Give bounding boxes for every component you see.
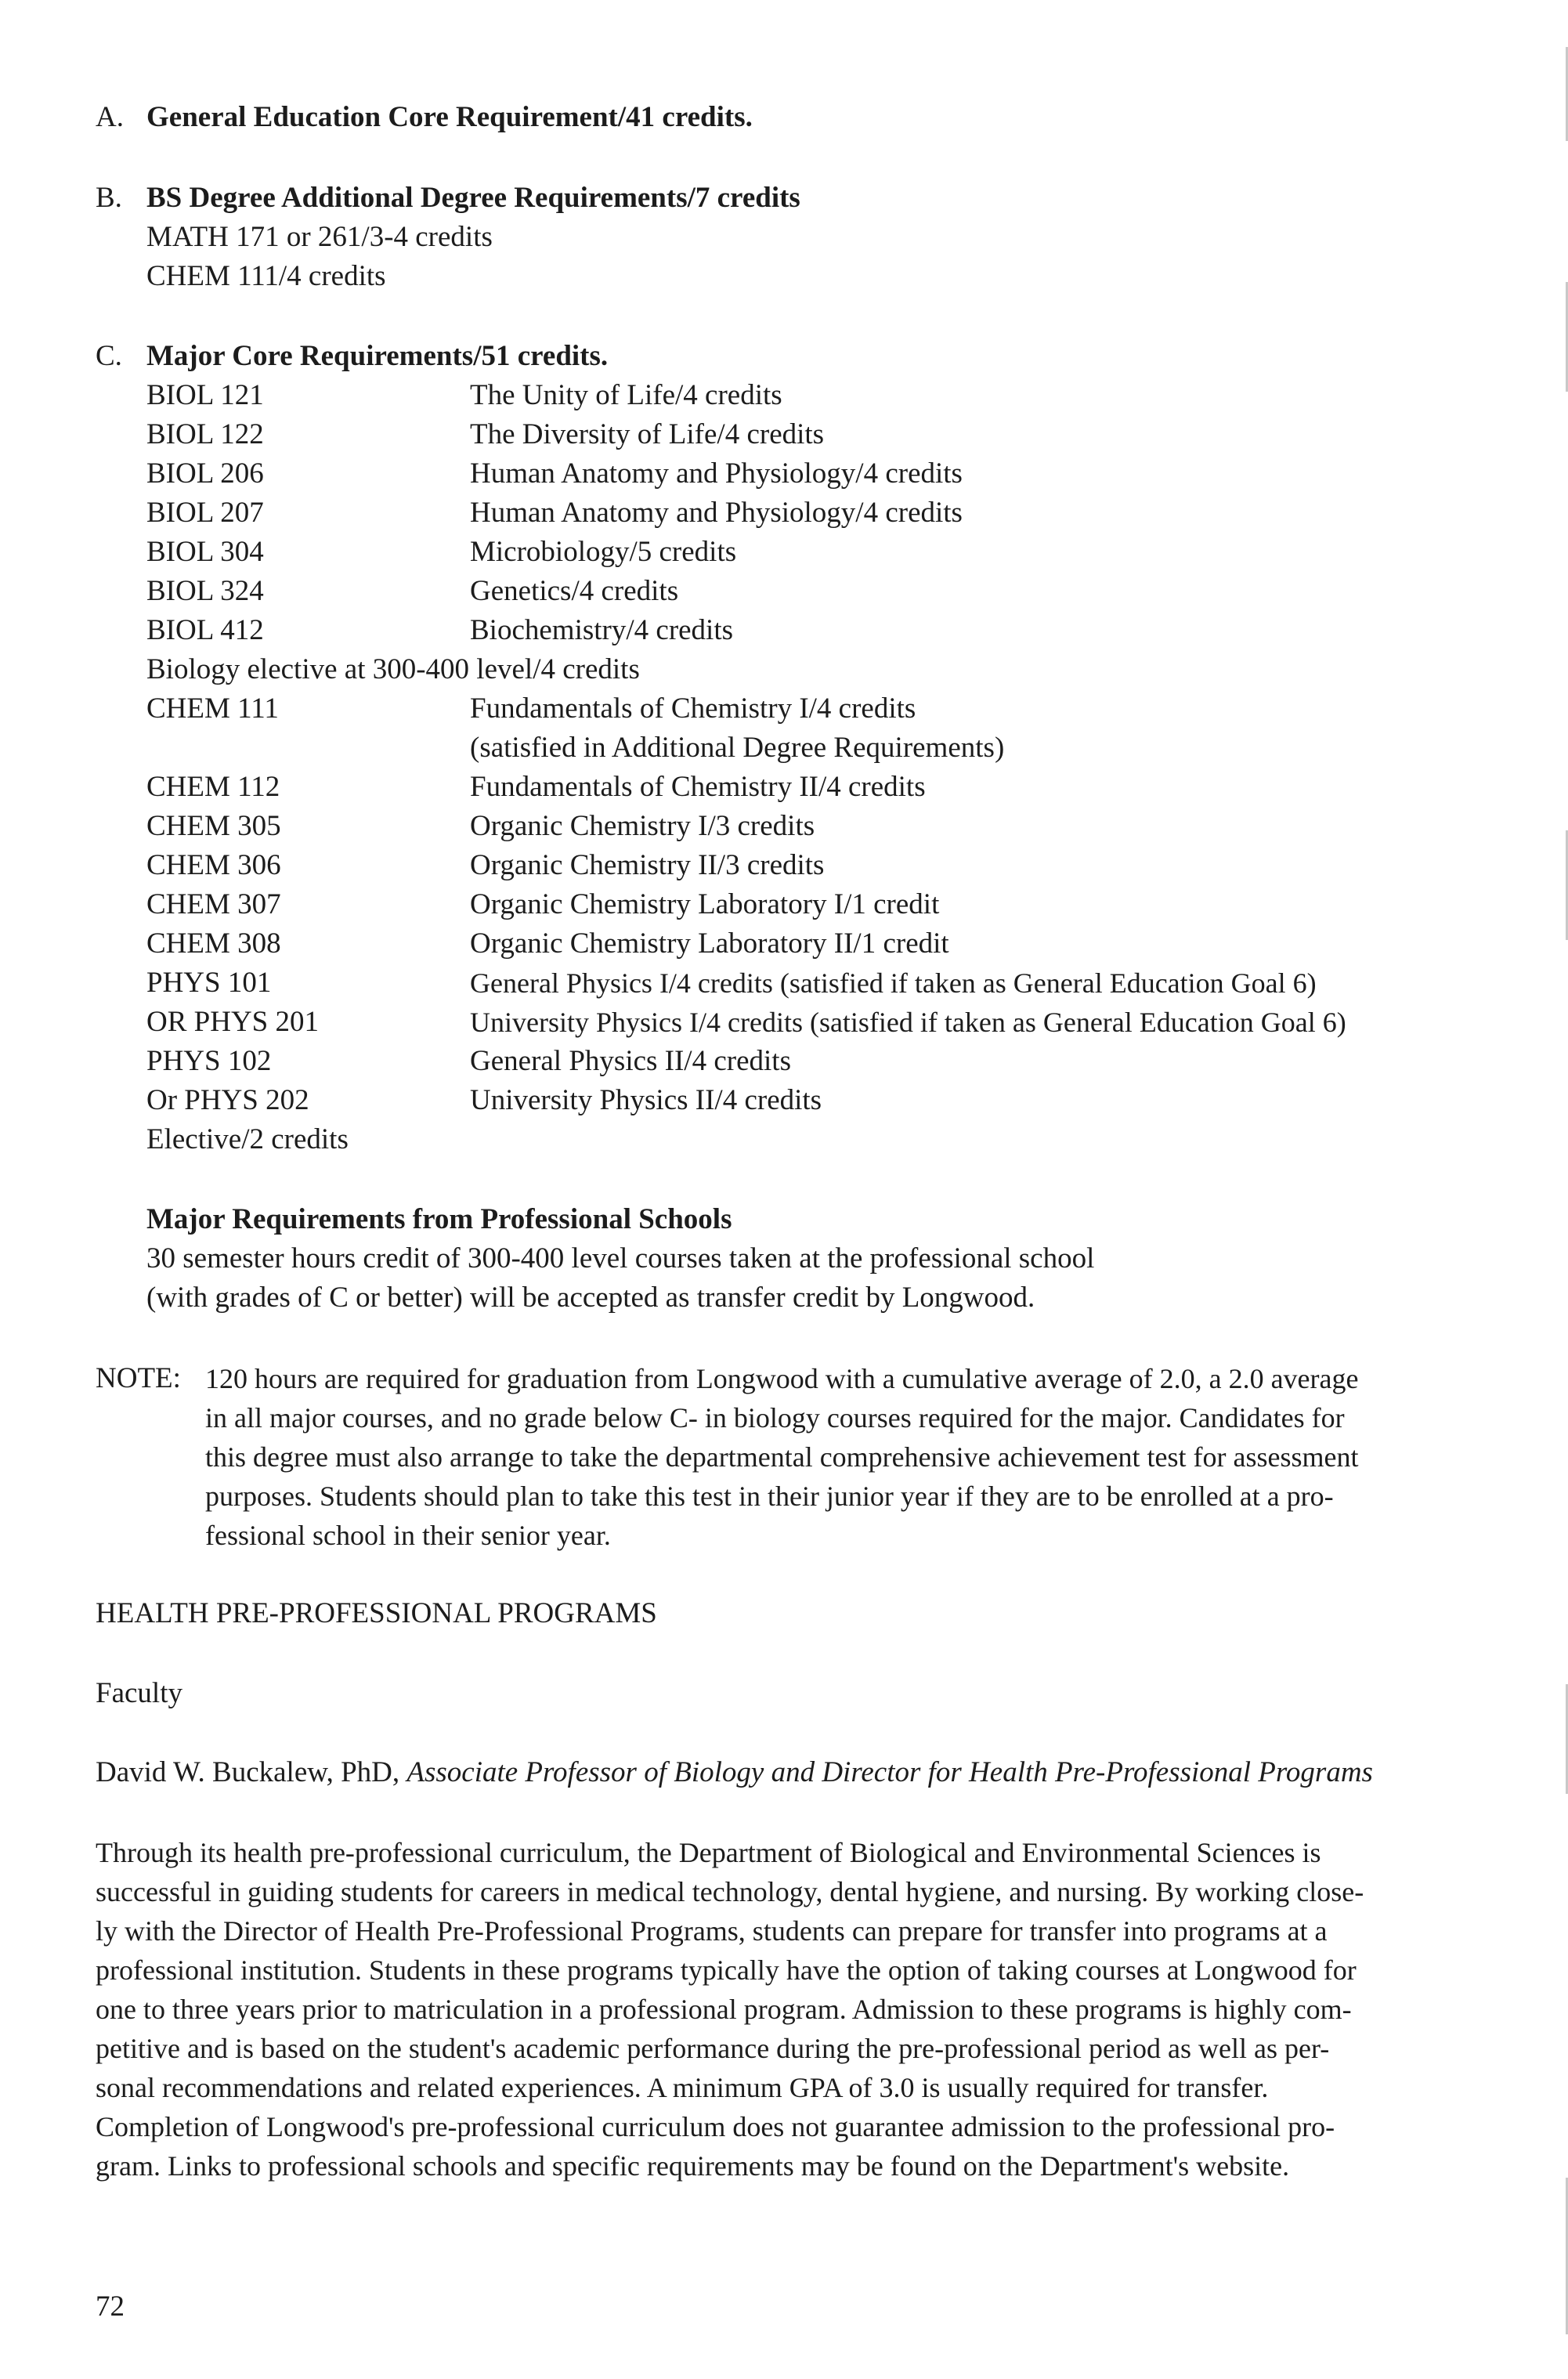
course-desc: Fundamentals of Chemistry I/4 credits <box>470 692 916 725</box>
course-code: Biology elective at 300-400 level/4 credits <box>146 653 640 685</box>
course-desc: Biochemistry/4 credits <box>470 614 734 646</box>
course-code: BIOL 304 <box>146 536 264 568</box>
section-b-line: CHEM 111/4 credits <box>146 260 386 292</box>
course-desc: Fundamentals of Chemistry II/4 credits <box>470 771 926 803</box>
course-desc: The Unity of Life/4 credits <box>470 379 782 411</box>
paragraph-line: one to three years prior to matriculation in a professional program. Admission to these programs is highly com- <box>96 1994 1352 2025</box>
course-desc: Genetics/4 credits <box>470 575 679 607</box>
paragraph-line: successful in guiding students for careers in medical technology, dental hygiene, and nursing. By working close- <box>96 1876 1364 1907</box>
course-code: PHYS 102 <box>146 1045 272 1077</box>
course-desc: Organic Chemistry II/3 credits <box>470 849 825 881</box>
course-code: CHEM 112 <box>146 771 280 803</box>
note-line: this degree must also arrange to take the departmental comprehensive achievement test for assessment <box>205 1441 1359 1473</box>
course-code: BIOL 412 <box>146 614 264 646</box>
note-line: 120 hours are required for graduation from Longwood with a cumulative average of 2.0, a 2.0 average <box>205 1363 1359 1394</box>
major-prof-heading: Major Requirements from Professional Schools <box>146 1203 732 1235</box>
major-prof-line: (with grades of C or better) will be accepted as transfer credit by Longwood. <box>146 1282 1035 1314</box>
section-c-title: Major Core Requirements/51 credits. <box>146 340 609 372</box>
paragraph-line: gram. Links to professional schools and specific requirements may be found on the Department's website. <box>96 2150 1290 2182</box>
paragraph-line: sonal recommendations and related experiences. A minimum GPA of 3.0 is usually required for transfer. <box>96 2072 1269 2103</box>
course-code: CHEM 307 <box>146 888 281 920</box>
section-heading: HEALTH PRE-PROFESSIONAL PROGRAMS <box>96 1597 657 1629</box>
paragraph-line: Through its health pre-professional curriculum, the Department of Biological and Environmental Sciences is <box>96 1837 1321 1868</box>
course-code: CHEM 111 <box>146 692 279 725</box>
course-desc: University Physics I/4 credits (satisfied if taken as General Education Goal 6) <box>470 1007 1346 1038</box>
course-desc: The Diversity of Life/4 credits <box>470 418 825 450</box>
course-code: CHEM 305 <box>146 810 281 842</box>
major-prof-line: 30 semester hours credit of 300-400 level courses taken at the professional school <box>146 1242 1095 1274</box>
note-line: purposes. Students should plan to take this test in their junior year if they are to be enrolled at a pro- <box>205 1481 1334 1512</box>
section-c-letter: C. <box>96 340 122 372</box>
course-code: OR PHYS 201 <box>146 1006 319 1038</box>
course-desc: Organic Chemistry Laboratory I/1 credit <box>470 888 940 920</box>
note-label: NOTE: <box>96 1362 181 1394</box>
section-a-title: General Education Core Requirement/41 credits. <box>146 101 753 133</box>
section-b-letter: B. <box>96 182 122 214</box>
course-code: BIOL 324 <box>146 575 264 607</box>
faculty-title: Associate Professor of Biology and Director for Health Pre-Professional Programs <box>406 1756 1373 1788</box>
course-desc: Organic Chemistry I/3 credits <box>470 810 815 842</box>
course-desc: Human Anatomy and Physiology/4 credits <box>470 497 963 529</box>
course-code: BIOL 122 <box>146 418 264 450</box>
paragraph-line: ly with the Director of Health Pre-Professional Programs, students can prepare for transfer into programs at a <box>96 1915 1328 1947</box>
course-desc: Organic Chemistry Laboratory II/1 credit <box>470 927 949 960</box>
course-code: CHEM 306 <box>146 849 281 881</box>
course-code: PHYS 101 <box>146 967 272 999</box>
faculty-name: David W. Buckalew, PhD, <box>96 1756 407 1788</box>
course-code: CHEM 308 <box>146 927 281 960</box>
course-code: BIOL 207 <box>146 497 264 529</box>
page-number: 72 <box>96 2290 125 2323</box>
course-code: Or PHYS 202 <box>146 1084 309 1116</box>
course-desc: Microbiology/5 credits <box>470 536 737 568</box>
course-desc: (satisfied in Additional Degree Requirements) <box>470 732 1005 764</box>
section-b-title: BS Degree Additional Degree Requirements/7 credits <box>146 182 800 214</box>
paragraph-line: petitive and is based on the student's academic performance during the pre-professional period as well as per- <box>96 2033 1330 2064</box>
paragraph-line: Completion of Longwood's pre-professional curriculum does not guarantee admission to the professional pro- <box>96 2111 1335 2142</box>
course-code: BIOL 121 <box>146 379 264 411</box>
course-desc: General Physics II/4 credits <box>470 1045 791 1077</box>
course-desc: University Physics II/4 credits <box>470 1084 822 1116</box>
section-b-line: MATH 171 or 261/3-4 credits <box>146 221 493 253</box>
course-desc: Human Anatomy and Physiology/4 credits <box>470 457 963 490</box>
course-code: BIOL 206 <box>146 457 264 490</box>
faculty-entry <box>96 1753 1373 1792</box>
section-a-letter: A. <box>96 101 124 133</box>
paragraph-line: professional institution. Students in these programs typically have the option of taking courses at Longwood for <box>96 1954 1357 1986</box>
course-desc: General Physics I/4 credits (satisfied if taken as General Education Goal 6) <box>470 967 1317 999</box>
note-line: fessional school in their senior year. <box>205 1520 611 1551</box>
faculty-heading: Faculty <box>96 1677 182 1709</box>
course-code: Elective/2 credits <box>146 1123 349 1155</box>
note-line: in all major courses, and no grade below C- in biology courses required for the major. Candidates for <box>205 1402 1345 1434</box>
